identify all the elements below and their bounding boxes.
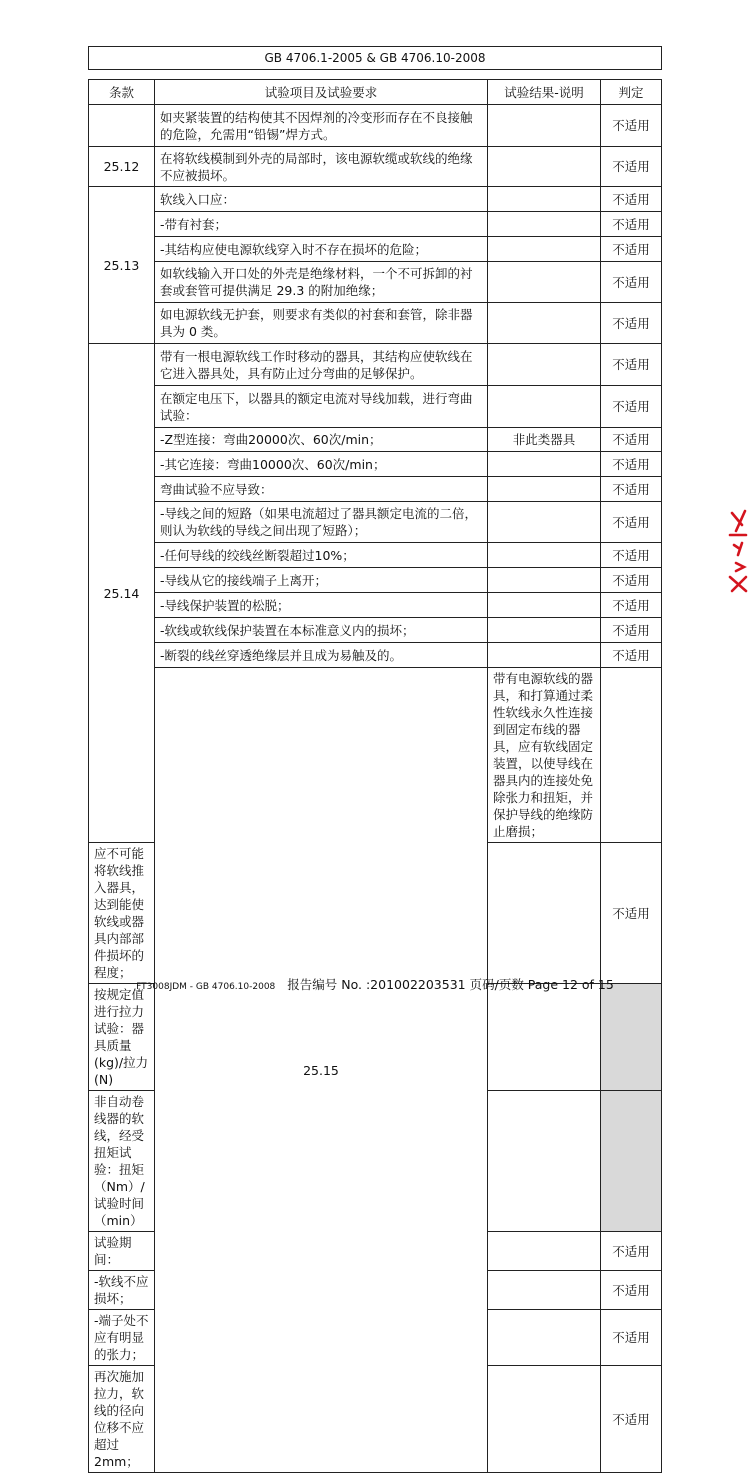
verdict-cell: 不适用	[601, 344, 662, 386]
result-cell	[488, 386, 601, 428]
result-cell	[488, 984, 601, 1091]
report-number: 报告编号 No. :201002203531	[287, 977, 466, 992]
requirement-cell: 试验期间：	[89, 1232, 155, 1271]
result-cell	[488, 593, 601, 618]
requirement-cell: -导线之间的短路（如果电流超过了器具额定电流的二倍，则认为软线的导线之间出现了短路）；	[155, 502, 488, 543]
requirement-cell: -任何导线的绞线丝断裂超过10%；	[155, 543, 488, 568]
verdict-cell: 不适用	[601, 1366, 662, 1473]
result-cell	[601, 668, 662, 843]
table-row	[89, 593, 662, 618]
table-row	[89, 643, 662, 668]
verdict-cell: 不适用	[601, 147, 662, 187]
table-body	[89, 105, 662, 1473]
test-results-table	[88, 79, 662, 1473]
result-cell	[488, 1232, 601, 1271]
clause-cell: 25.14	[89, 344, 155, 843]
requirement-cell: 软线入口应：	[155, 187, 488, 212]
table-row	[89, 543, 662, 568]
result-cell	[488, 105, 601, 147]
requirement-cell: -断裂的线丝穿透绝缘层并且成为易触及的。	[155, 643, 488, 668]
requirement-cell: -带有衬套；	[155, 212, 488, 237]
result-cell	[488, 502, 601, 543]
table-row	[89, 105, 662, 147]
table-row	[89, 618, 662, 643]
page-footer	[0, 975, 750, 993]
result-cell	[488, 543, 601, 568]
table-row	[89, 502, 662, 543]
table-row	[89, 147, 662, 187]
verdict-cell	[601, 1091, 662, 1232]
result-cell	[488, 1091, 601, 1232]
verdict-cell: 不适用	[601, 593, 662, 618]
column-header-verdict: 判定	[601, 80, 662, 105]
verdict-cell: 不适用	[601, 477, 662, 502]
result-cell	[488, 477, 601, 502]
result-cell	[488, 344, 601, 386]
table-row	[89, 568, 662, 593]
table-row	[89, 262, 662, 303]
verdict-cell: 不适用	[601, 303, 662, 344]
verdict-cell: 不适用	[601, 568, 662, 593]
result-cell	[488, 303, 601, 344]
table-row	[89, 187, 662, 212]
standard-title: GB 4706.1-2005 & GB 4706.10-2008	[264, 51, 486, 65]
result-cell	[488, 262, 601, 303]
result-cell	[488, 212, 601, 237]
result-cell	[488, 452, 601, 477]
requirement-cell: 按规定值进行拉力试验：器具质量(kg)/拉力(N)	[89, 984, 155, 1091]
verdict-cell: 不适用	[601, 843, 662, 984]
result-cell	[488, 187, 601, 212]
requirement-cell: -软线或软线保护装置在本标准意义内的损坏；	[155, 618, 488, 643]
table-row	[89, 452, 662, 477]
table-row	[89, 477, 662, 502]
verdict-cell: 不适用	[601, 502, 662, 543]
verdict-cell: 不适用	[601, 428, 662, 452]
column-header-requirement: 试验项目及试验要求	[155, 80, 488, 105]
table-row	[89, 212, 662, 237]
table-row	[89, 386, 662, 428]
result-cell	[488, 1310, 601, 1366]
clause-cell	[89, 105, 155, 147]
requirement-cell: 如软线输入开口处的外壳是绝缘材料，一个不可拆卸的衬套或套管可提供满足 29.3 的附加绝缘；	[155, 262, 488, 303]
verdict-cell: 不适用	[601, 262, 662, 303]
seal-stamp-fragment	[724, 505, 750, 595]
requirement-cell: -其结构应使电源软线穿入时不存在损坏的危险；	[155, 237, 488, 262]
verdict-cell: 不适用	[601, 452, 662, 477]
clause-cell: 25.12	[89, 147, 155, 187]
requirement-cell: -导线保护装置的松脱；	[155, 593, 488, 618]
requirement-cell: 带有一根电源软线工作时移动的器具，其结构应使软线在它进入器具处，具有防止过分弯曲的足够保护。	[155, 344, 488, 386]
verdict-cell: 不适用	[601, 1310, 662, 1366]
result-cell	[488, 1366, 601, 1473]
verdict-cell: 不适用	[601, 543, 662, 568]
verdict-cell: 不适用	[601, 1232, 662, 1271]
requirement-cell: 非自动卷线器的软线，经受扭矩试验：扭矩（Nm）/试验时间（min）	[89, 1091, 155, 1232]
requirement-cell: -其它连接：弯曲10000次、60次/min；	[155, 452, 488, 477]
verdict-cell: 不适用	[601, 1271, 662, 1310]
table-row	[89, 344, 662, 386]
verdict-cell: 不适用	[601, 187, 662, 212]
standard-header	[88, 46, 662, 70]
table-header-row	[89, 80, 662, 105]
table-row	[89, 237, 662, 262]
requirement-cell: 在将软线模制到外壳的局部时，该电源软缆或软线的绝缘不应被损坏。	[155, 147, 488, 187]
requirement-cell: 在额定电压下，以器具的额定电流对导线加载，进行弯曲试验：	[155, 386, 488, 428]
requirement-cell: 弯曲试验不应导致：	[155, 477, 488, 502]
verdict-cell: 不适用	[601, 237, 662, 262]
table-row	[89, 303, 662, 344]
requirement-cell: 再次施加拉力，软线的径向位移不应超过2mm；	[89, 1366, 155, 1473]
result-cell	[488, 147, 601, 187]
verdict-cell: 不适用	[601, 105, 662, 147]
table-row	[89, 668, 662, 843]
page-number: 页码/页数 Page 12 of 15	[469, 977, 614, 992]
result-cell	[488, 568, 601, 593]
result-cell: 非此类器具	[488, 428, 601, 452]
requirement-cell: -端子处不应有明显的张力；	[89, 1310, 155, 1366]
result-cell	[488, 618, 601, 643]
form-code: FT3008JDM - GB 4706.10-2008	[136, 982, 276, 992]
clause-cell: 25.13	[89, 187, 155, 344]
verdict-cell: 不适用	[601, 643, 662, 668]
verdict-cell: 不适用	[601, 212, 662, 237]
requirement-cell: -导线从它的接线端子上离开；	[155, 568, 488, 593]
clause-cell: 25.15	[155, 668, 488, 1473]
requirement-cell: 带有电源软线的器具，和打算通过柔性软线永久性连接到固定布线的器具，应有软线固定装置，以使导线在器具内的连接处免除张力和扭矩，并保护导线的绝缘防止磨损；	[488, 668, 601, 843]
verdict-cell	[601, 984, 662, 1091]
requirement-cell: 如夹紧装置的结构使其不因焊剂的冷变形而存在不良接触的危险，允需用“铅锡”焊方式。	[155, 105, 488, 147]
column-header-result: 试验结果-说明	[488, 80, 601, 105]
result-cell	[488, 237, 601, 262]
requirement-cell: -Z型连接：弯曲20000次、60次/min；	[155, 428, 488, 452]
table-row	[89, 428, 662, 452]
result-cell	[488, 843, 601, 984]
requirement-cell: 应不可能将软线推入器具，达到能使软线或器具内部部件损坏的程度；	[89, 843, 155, 984]
column-header-clause: 条款	[89, 80, 155, 105]
requirement-cell: -软线不应损坏；	[89, 1271, 155, 1310]
requirement-cell: 如电源软线无护套，则要求有类似的衬套和套管，除非器具为 0 类。	[155, 303, 488, 344]
verdict-cell: 不适用	[601, 386, 662, 428]
result-cell	[488, 1271, 601, 1310]
verdict-cell: 不适用	[601, 618, 662, 643]
result-cell	[488, 643, 601, 668]
